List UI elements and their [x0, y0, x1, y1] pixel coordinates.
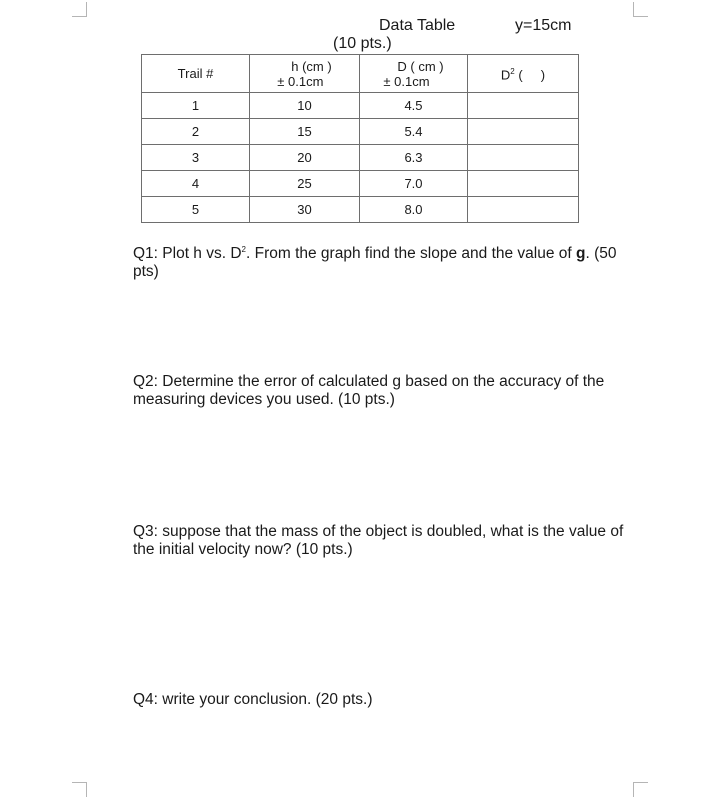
- question-3: Q3: suppose that the mass of the object is doubled, what is the value of the initial velocity now? (10 pts.): [133, 523, 624, 558]
- cell-trial: 3: [142, 145, 250, 171]
- cell-trial: 1: [142, 93, 250, 119]
- cell-h: 10: [250, 93, 360, 119]
- table-row: [142, 145, 579, 171]
- cell-h: 25: [250, 171, 360, 197]
- cell-trial: 5: [142, 197, 250, 223]
- cell-d-squared[interactable]: [468, 197, 579, 223]
- cell-d: 4.5: [360, 93, 468, 119]
- cell-h: 15: [250, 119, 360, 145]
- question-1: Q1: Plot h vs. $D^2$. From the graph find the slope and the value of g. (50 pts): [133, 245, 617, 281]
- table-points: (10 pts.): [333, 35, 392, 52]
- cell-d: 5.4: [360, 119, 468, 145]
- cell-h: 30: [250, 197, 360, 223]
- header-d-uncertainty: ± 0.1cm: [383, 73, 430, 89]
- cell-d: 7.0: [360, 171, 468, 197]
- table-row: [142, 93, 579, 119]
- header-trial: Trail #: [142, 55, 250, 93]
- table-row: [142, 197, 579, 223]
- crop-mark-bottom-left: [72, 782, 87, 797]
- header-d-squared: $D^2$ ( ): [468, 55, 579, 93]
- crop-mark-top-right: [633, 2, 648, 17]
- cell-d-squared[interactable]: [468, 119, 579, 145]
- table-title: Data Table: [379, 17, 456, 34]
- cell-d: 8.0: [360, 197, 468, 223]
- crop-mark-top-left: [72, 2, 87, 17]
- cell-d-squared[interactable]: [468, 171, 579, 197]
- crop-mark-bottom-right: [633, 782, 648, 797]
- header-h: [250, 55, 360, 93]
- cell-trial: 2: [142, 119, 250, 145]
- cell-d-squared[interactable]: [468, 145, 579, 171]
- cell-d: 6.3: [360, 145, 468, 171]
- table-row: [142, 171, 579, 197]
- question-2: Q2: Determine the error of calculated g based on the accuracy of the measuring devices you used. (10 pts.): [133, 373, 605, 408]
- y-value: y=15cm: [515, 17, 572, 34]
- cell-h: 20: [250, 145, 360, 171]
- question-4: Q4: write your conclusion. (20 pts.): [133, 691, 373, 708]
- header-h-uncertainty: ± 0.1cm: [277, 73, 324, 89]
- table-row: [142, 119, 579, 145]
- cell-d-squared[interactable]: [468, 93, 579, 119]
- cell-trial: 4: [142, 171, 250, 197]
- header-d: [360, 55, 468, 93]
- table-header-row: [142, 55, 579, 93]
- data-table: [141, 54, 579, 223]
- header-h-unit: h (cm ): [291, 58, 332, 74]
- header-d-unit: D ( cm ): [397, 58, 444, 74]
